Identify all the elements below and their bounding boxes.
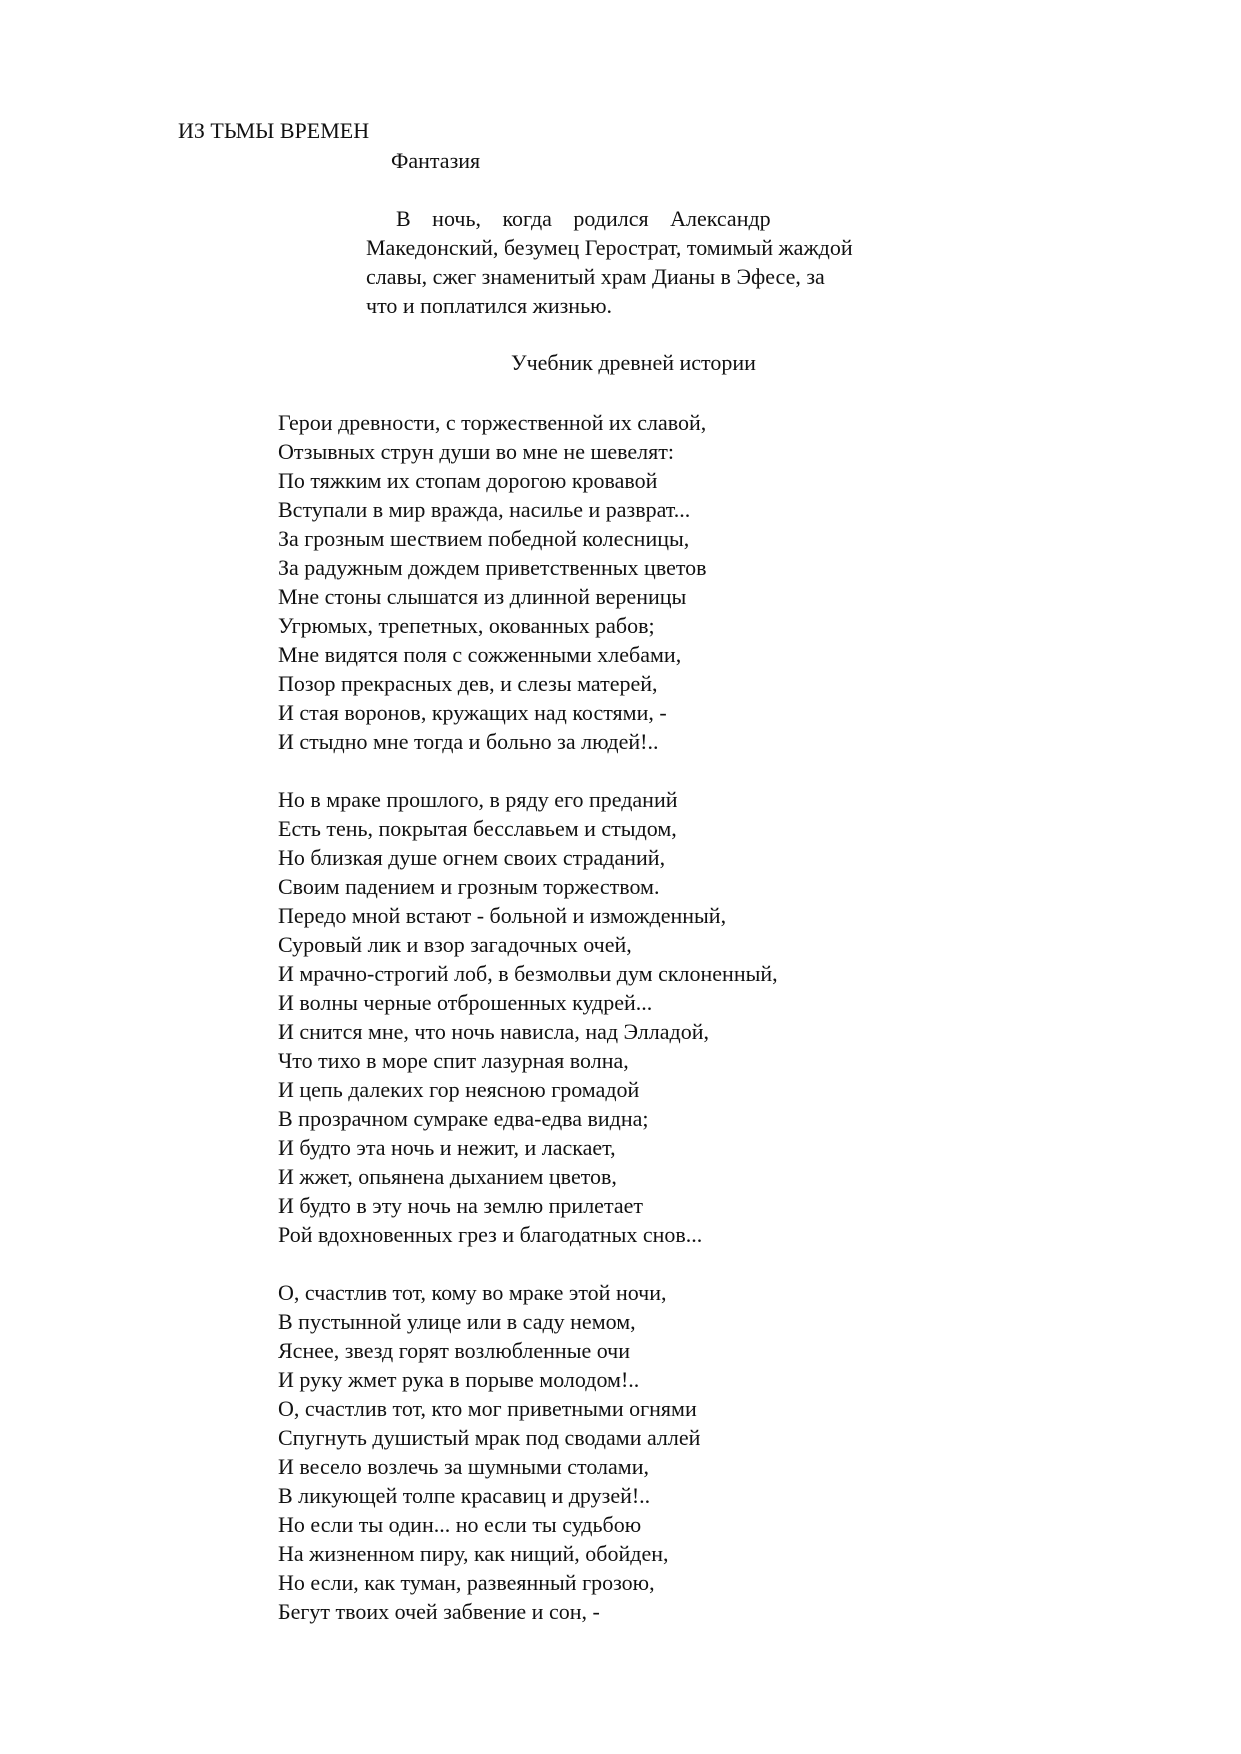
verse-line: И весело возлечь за шумными столами, bbox=[278, 1454, 649, 1479]
verse-line: И стая воронов, кружащих над костями, - bbox=[278, 700, 667, 725]
verse-line: Мне видятся поля с сожженными хлебами, bbox=[278, 642, 682, 667]
verse-line: И жжет, опьянена дыханием цветов, bbox=[278, 1164, 617, 1189]
epigraph-line: славы, сжег знаменитый храм Дианы в Эфесе, за bbox=[366, 264, 825, 289]
verse-line: На жизненном пиру, как нищий, обойден, bbox=[278, 1541, 669, 1566]
verse-line: И волны черные отброшенных кудрей... bbox=[278, 990, 653, 1015]
verse-line: В пустынной улице или в саду немом, bbox=[278, 1309, 636, 1334]
verse-line: И цепь далеких гор неясною громадой bbox=[278, 1077, 640, 1102]
poem-body bbox=[278, 408, 1078, 1655]
verse-line: Своим падением и грозным торжеством. bbox=[278, 874, 660, 899]
stanza-1 bbox=[278, 408, 1078, 756]
verse-line: Угрюмых, трепетных, окованных рабов; bbox=[278, 613, 655, 638]
verse-line: Бегут твоих очей забвение и сон, - bbox=[278, 1599, 600, 1624]
verse-line: Но если, как туман, развеянный грозою, bbox=[278, 1570, 655, 1595]
epigraph-line: В ночь, когда родился Александр bbox=[396, 206, 771, 231]
verse-line: И мрачно-строгий лоб, в безмолвьи дум склоненный, bbox=[278, 961, 778, 986]
epigraph-source: Учебник древней истории bbox=[511, 350, 756, 375]
verse-line: Спугнуть душистый мрак под сводами аллей bbox=[278, 1425, 701, 1450]
epigraph bbox=[366, 204, 946, 320]
verse-line: Рой вдохновенных грез и благодатных снов... bbox=[278, 1222, 703, 1247]
verse-line: В ликующей толпе красавиц и друзей!.. bbox=[278, 1483, 651, 1508]
verse-line: Мне стоны слышатся из длинной вереницы bbox=[278, 584, 687, 609]
epigraph-line: Македонский, безумец Герострат, томимый жаждой bbox=[366, 235, 853, 260]
verse-line: И снится мне, что ночь нависла, над Элладой, bbox=[278, 1019, 709, 1044]
verse-line: Суровый лик и взор загадочных очей, bbox=[278, 932, 632, 957]
poem-subtitle: Фантазия bbox=[391, 148, 481, 173]
verse-line: Герои древности, с торжественной их славой, bbox=[278, 410, 707, 435]
verse-line: Но если ты один... но если ты судьбою bbox=[278, 1512, 642, 1537]
verse-line: И стыдно мне тогда и больно за людей!.. bbox=[278, 729, 659, 754]
verse-line: Есть тень, покрытая бесславьем и стыдом, bbox=[278, 816, 677, 841]
verse-line: Позор прекрасных дев, и слезы матерей, bbox=[278, 671, 658, 696]
stanza-2 bbox=[278, 785, 1078, 1249]
verse-line: Передо мной встают - больной и изможденный, bbox=[278, 903, 727, 928]
stanza-3 bbox=[278, 1278, 1078, 1626]
verse-line: Что тихо в море спит лазурная волна, bbox=[278, 1048, 629, 1073]
verse-line: О, счастлив тот, кому во мраке этой ночи, bbox=[278, 1280, 667, 1305]
verse-line: О, счастлив тот, кто мог приветными огнями bbox=[278, 1396, 697, 1421]
verse-line: За грозным шествием победной колесницы, bbox=[278, 526, 690, 551]
verse-line: За радужным дождем приветственных цветов bbox=[278, 555, 707, 580]
verse-line: И будто в эту ночь на землю прилетает bbox=[278, 1193, 643, 1218]
verse-line: Вступали в мир вражда, насилье и разврат... bbox=[278, 497, 691, 522]
verse-line: Но в мраке прошлого, в ряду его преданий bbox=[278, 787, 678, 812]
verse-line: Яснее, звезд горят возлюбленные очи bbox=[278, 1338, 631, 1363]
epigraph-line: что и поплатился жизнью. bbox=[366, 293, 613, 318]
verse-line: Но близкая душе огнем своих страданий, bbox=[278, 845, 666, 870]
verse-line: И будто эта ночь и нежит, и ласкает, bbox=[278, 1135, 616, 1160]
verse-line: И руку жмет рука в порыве молодом!.. bbox=[278, 1367, 640, 1392]
verse-line: По тяжким их стопам дорогою кровавой bbox=[278, 468, 658, 493]
verse-line: Отзывных струн души во мне не шевелят: bbox=[278, 439, 675, 464]
poem-title: ИЗ ТЬМЫ ВРЕМЕН bbox=[178, 118, 370, 143]
verse-line: В прозрачном сумраке едва-едва видна; bbox=[278, 1106, 649, 1131]
